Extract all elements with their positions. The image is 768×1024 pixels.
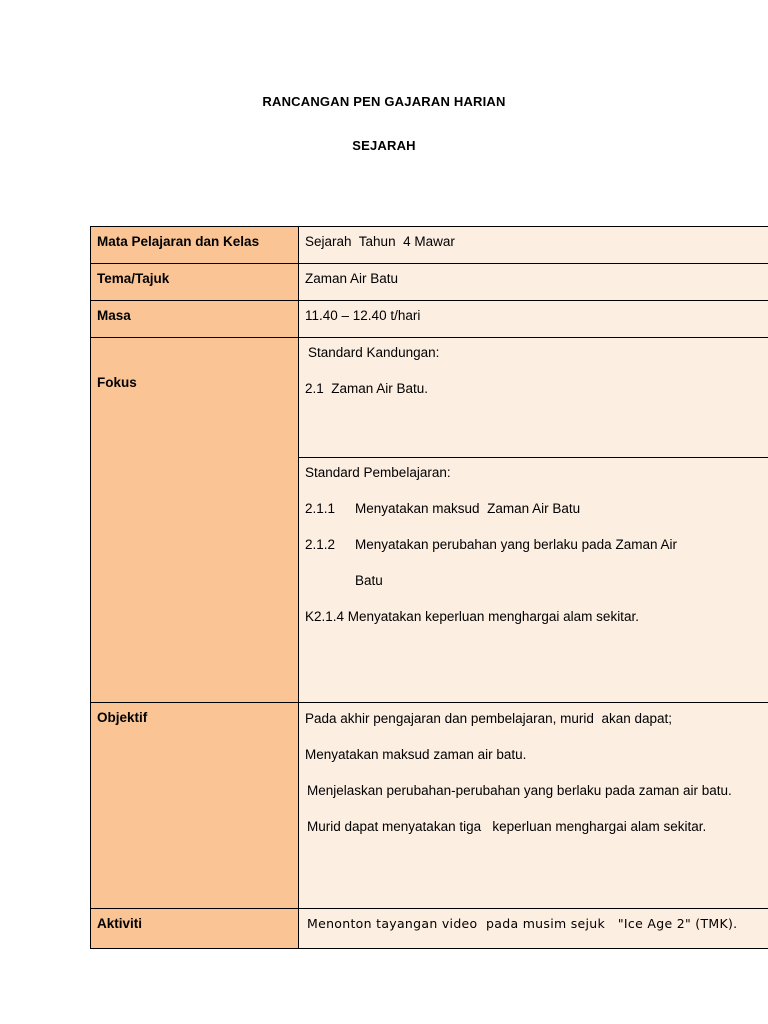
standard-pembelajaran-block [299,458,768,694]
document-title: RANCANGAN PEN GAJARAN HARIAN [262,94,506,109]
sp-item-2 [305,536,768,554]
table-row-mata-pelajaran [91,227,768,264]
value-aktiviti-cell [299,909,768,949]
value-fokus [299,338,768,703]
value-tema: Zaman Air Batu [299,264,768,301]
sp-item-1 [305,500,768,518]
sp-item-2-num: 2.1.2 [305,537,336,552]
table-row-objektif [91,703,768,909]
objektif-line-3: Menjelaskan perubahan-perubahan yang berlaku pada zaman air batu. [307,783,732,798]
label-fokus-cell [91,338,299,703]
standard-kandungan-block [299,338,768,458]
sp-item-1-text: Menyatakan maksud Zaman Air Batu [355,501,581,516]
value-masa: 11.40 – 12.40 t/hari [299,301,768,338]
label-masa: Masa [91,301,299,338]
table-row-aktiviti [91,909,768,949]
lesson-plan-table [90,226,768,949]
objektif-line-2: Menyatakan maksud zaman air batu. [305,747,527,762]
table-row-masa [91,301,768,338]
label-objektif: Objektif [91,703,299,909]
label-aktiviti: Aktiviti [91,909,299,949]
sp-item-2-text: Menyatakan perubahan yang berlaku pada Zaman Air [355,537,677,552]
table-row-fokus [91,338,768,703]
k-item: K2.1.4 Menyatakan keperluan menghargai alam sekitar. [305,609,639,624]
standard-kandungan-item: 2.1 Zaman Air Batu. [305,381,429,396]
sp-item-1-num: 2.1.1 [305,501,336,516]
subject-title: SEJARAH [352,138,416,153]
objektif-line-4: Murid dapat menyatakan tiga keperluan menghargai alam sekitar. [307,819,707,834]
label-fokus: Fokus [97,375,137,390]
value-objektif [299,703,768,909]
standard-kandungan-heading: Standard Kandungan: [308,345,440,360]
value-aktiviti: Menonton tayangan video pada musim sejuk "Ice Age 2" (TMK). [307,916,738,931]
objektif-line-1: Pada akhir pengajaran dan pembelajaran, murid akan dapat; [305,711,672,726]
value-mata-pelajaran: Sejarah Tahun 4 Mawar [299,227,768,264]
standard-pembelajaran-heading: Standard Pembelajaran: [305,465,451,480]
label-mata-pelajaran: Mata Pelajaran dan Kelas [91,227,299,264]
label-tema: Tema/Tajuk [91,264,299,301]
sp-item-2-continuation: Batu [355,573,383,588]
table-row-tema [91,264,768,301]
